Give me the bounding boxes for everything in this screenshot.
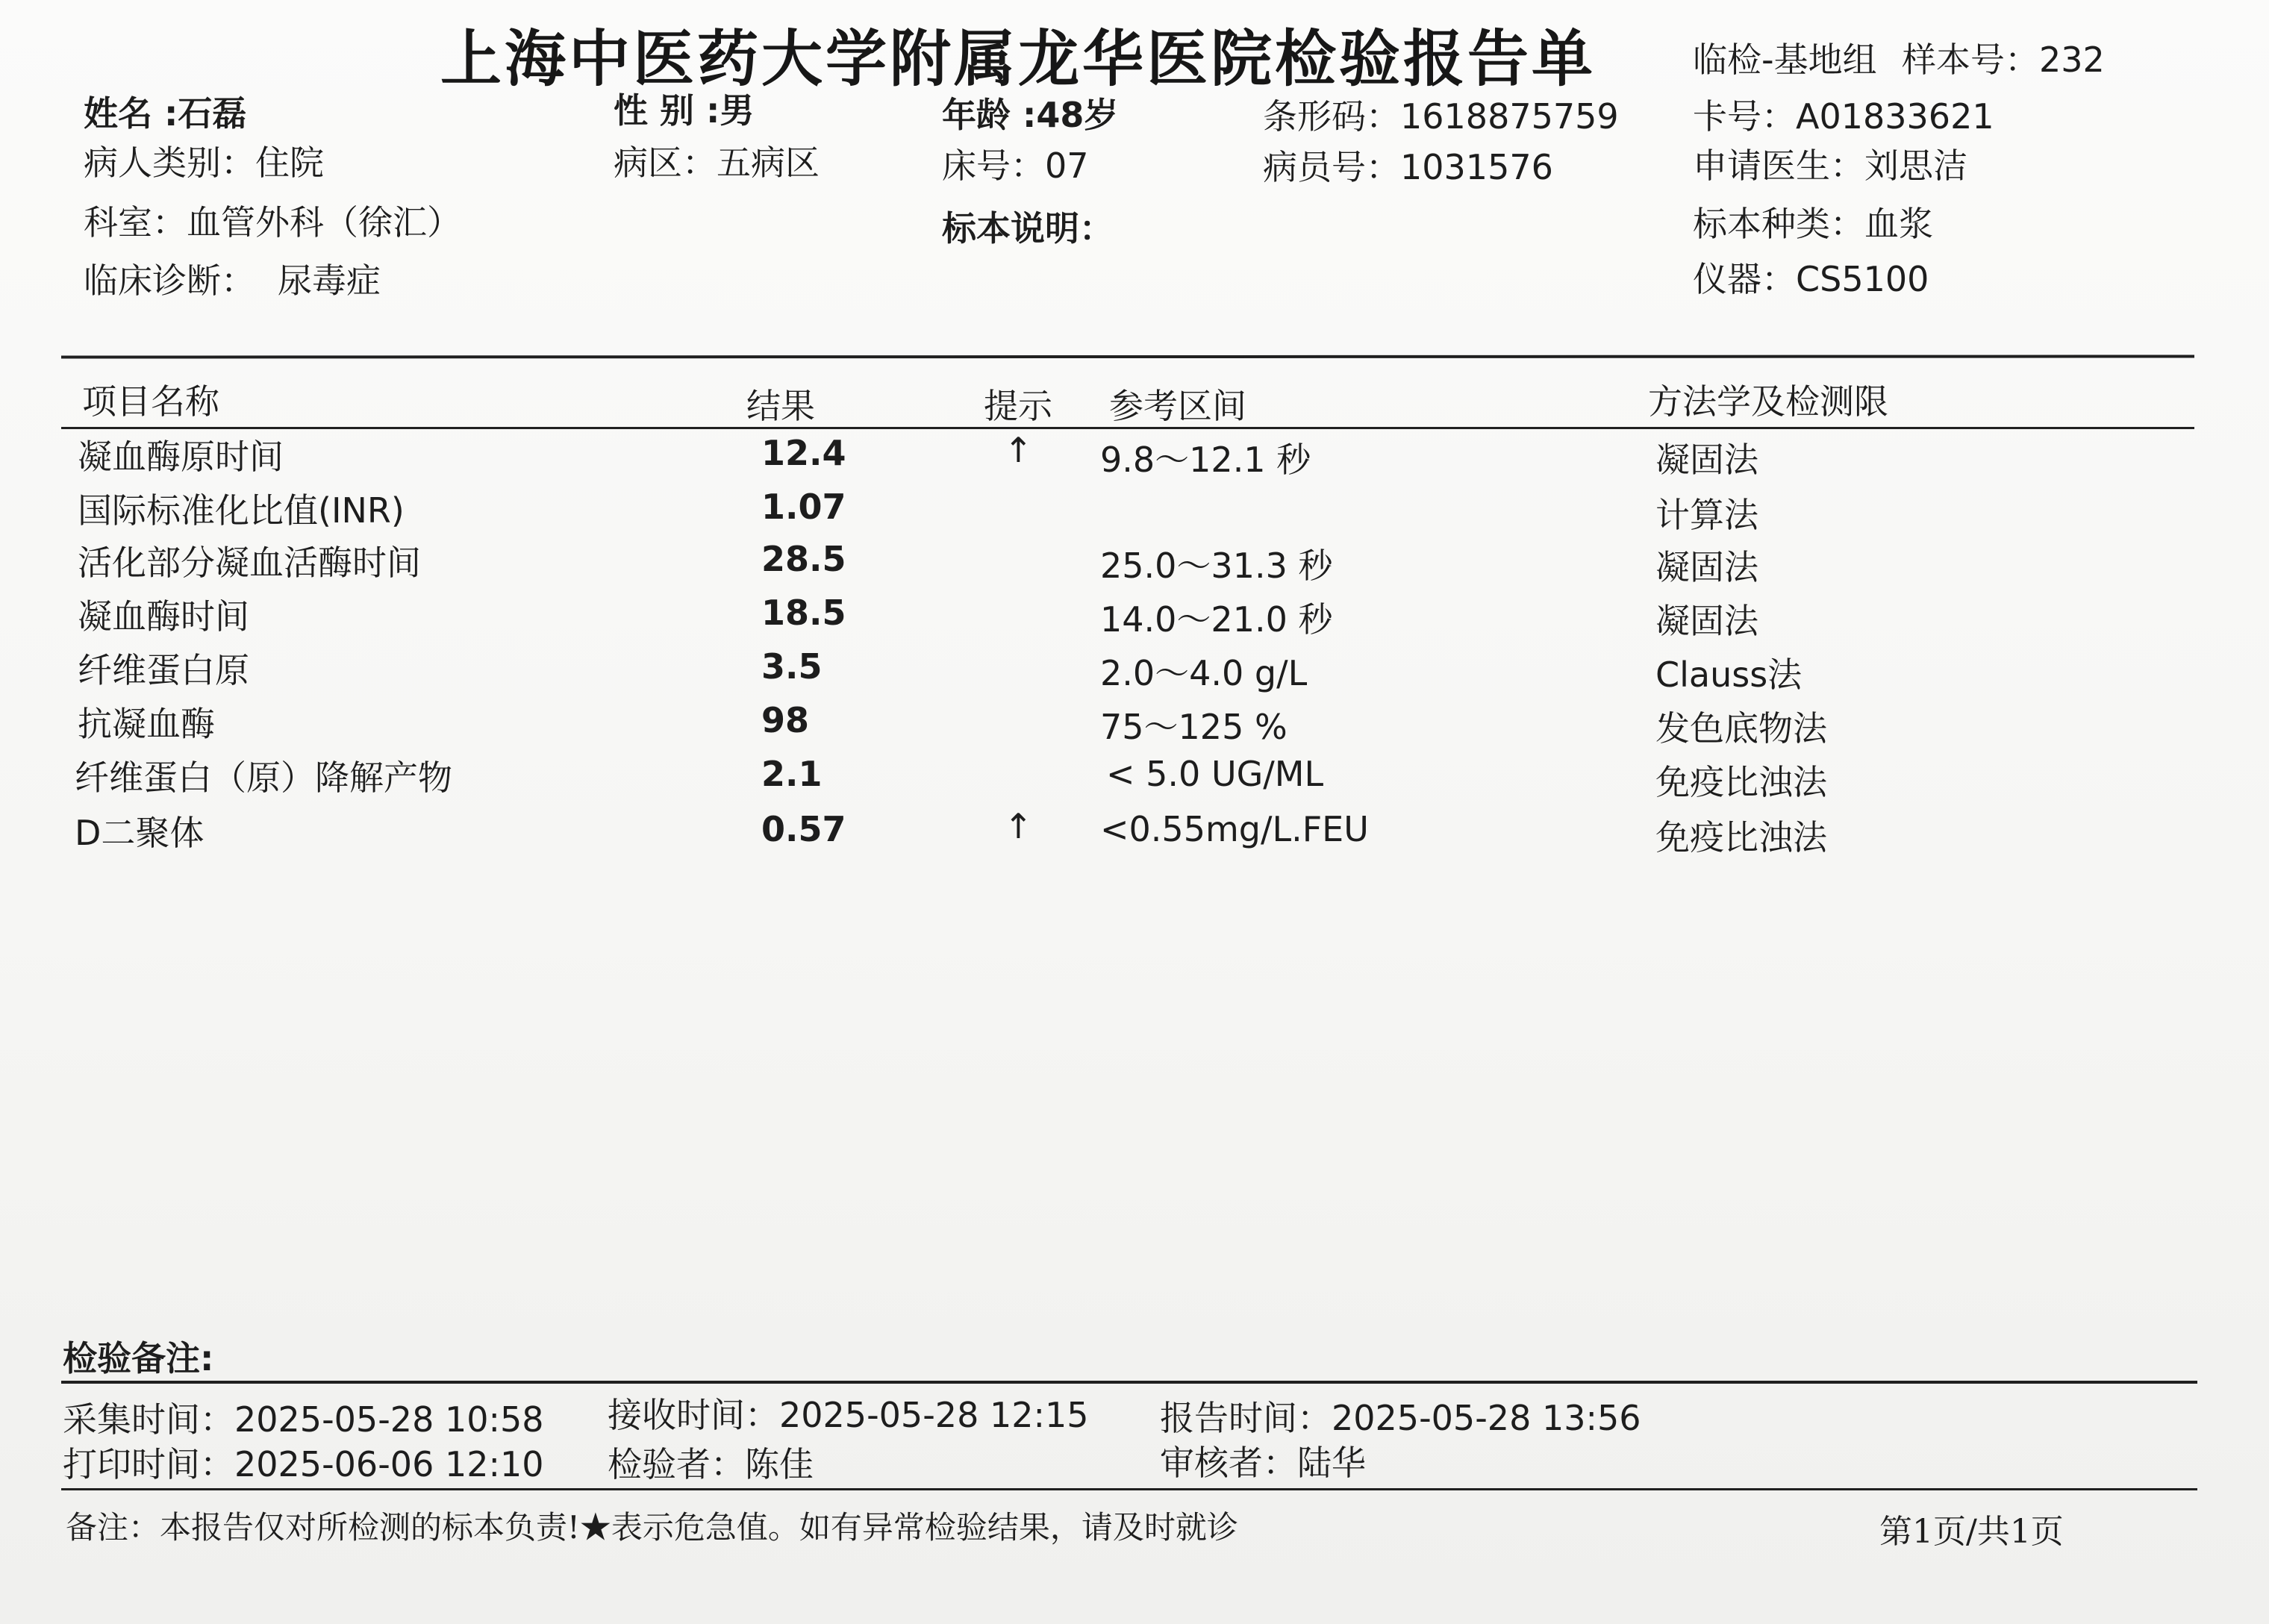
cell-item: D二聚体 [75,813,205,853]
table-row [0,536,2269,590]
card-number: 卡号：A01833621 [1693,96,1994,137]
disclaimer-remark: 备注：本报告仅对所检测的标本负责!★表示危急值。如有异常检验结果，请及时就诊 [66,1509,1238,1546]
col-header-method: 方法学及检测限 [1648,381,1888,422]
print-time: 打印时间：2025-06-06 12:10 [63,1444,544,1484]
table-row [0,806,2269,860]
divider-footer-bottom [61,1488,2197,1490]
instrument: 仪器：CS5100 [1693,259,1929,299]
requesting-doctor: 申请医生：刘思洁 [1693,146,1967,186]
cell-range: 2.0～4.0 g/L [1100,653,1308,693]
cell-item: 国际标准化比值(INR) [78,490,405,531]
up-arrow-icon: ↑ [1004,430,1033,470]
test-notes-label: 检验备注: [63,1338,214,1378]
cell-result: 28.5 [761,539,846,579]
patient-id: 病员号：1031576 [1263,147,1553,187]
cell-method: 凝固法 [1655,601,1758,641]
cell-range: 14.0～21.0 秒 [1100,599,1333,640]
cell-range: <0.55mg/L.FEU [1100,809,1369,849]
report-time: 报告时间：2025-05-28 13:56 [1160,1398,1641,1438]
cell-result: 12.4 [761,433,846,473]
cell-method: 发色底物法 [1655,708,1827,749]
divider-footer-top [61,1381,2197,1384]
cell-item: 凝血酶原时间 [78,437,284,477]
cell-method: 凝固法 [1655,547,1758,587]
cell-result: 1.07 [761,487,846,527]
cell-item: 凝血酶时间 [78,596,249,637]
cell-item: 纤维蛋白原 [78,650,249,690]
patient-sex: 性 别 :男 [614,90,755,131]
cell-range: < 5.0 UG/ML [1106,754,1324,794]
cell-range: 9.8～12.1 秒 [1100,440,1311,480]
specimen-type: 标本种类：血浆 [1693,204,1933,244]
cell-method: 计算法 [1655,495,1758,535]
table-row [0,590,2269,643]
col-header-item: 项目名称 [82,381,219,422]
ward: 病区：五病区 [614,143,820,183]
cell-result: 2.1 [761,754,823,794]
lab-group: 临检-基地组 [1693,40,1877,80]
department: 科室：血管外科（徐汇） [84,202,461,243]
table-row [0,643,2269,697]
cell-result: 98 [761,700,810,740]
specimen-note: 标本说明： [942,208,1114,249]
tester: 检验者：陈佳 [608,1444,814,1484]
cell-range: 25.0～31.3 秒 [1100,546,1333,586]
patient-type: 病人类别：住院 [84,143,324,183]
diagnosis: 临床诊断： 尿毒症 [84,260,381,301]
cell-result: 18.5 [761,593,846,633]
reviewer: 审核者：陆华 [1160,1443,1366,1483]
divider-top [61,355,2194,359]
patient-name: 姓名 :石磊 [84,93,247,134]
cell-method: 免疫比浊法 [1655,762,1827,802]
patient-age: 年龄 :48岁 [942,95,1119,135]
cell-item: 纤维蛋白（原）降解产物 [75,758,452,798]
cell-method: 免疫比浊法 [1655,817,1827,858]
table-row [0,484,2269,537]
sample-number: 样本号：232 [1902,40,2105,80]
table-row [0,430,2269,484]
cell-range: 75～125 % [1100,707,1288,747]
collect-time: 采集时间：2025-05-28 10:58 [63,1399,544,1440]
cell-method: Clauss法 [1655,655,1803,695]
cell-result: 0.57 [761,809,846,849]
table-row [0,697,2269,751]
table-row [0,751,2269,805]
report-title: 上海中医药大学附属龙华医院检验报告单 [440,23,1597,95]
up-arrow-icon: ↑ [1004,806,1033,846]
col-header-result: 结果 [746,386,815,426]
col-header-flag: 提示 [984,386,1052,426]
bed-number: 床号：07 [942,146,1089,186]
page-number: 第1页/共1页 [1879,1513,2064,1551]
cell-item: 活化部分凝血活酶时间 [78,543,421,583]
col-header-range: 参考区间 [1109,386,1246,426]
barcode: 条形码：1618875759 [1263,96,1619,137]
cell-method: 凝固法 [1655,440,1758,480]
receive-time: 接收时间：2025-05-28 12:15 [608,1395,1089,1435]
cell-result: 3.5 [761,646,823,687]
cell-item: 抗凝血酶 [78,704,215,744]
